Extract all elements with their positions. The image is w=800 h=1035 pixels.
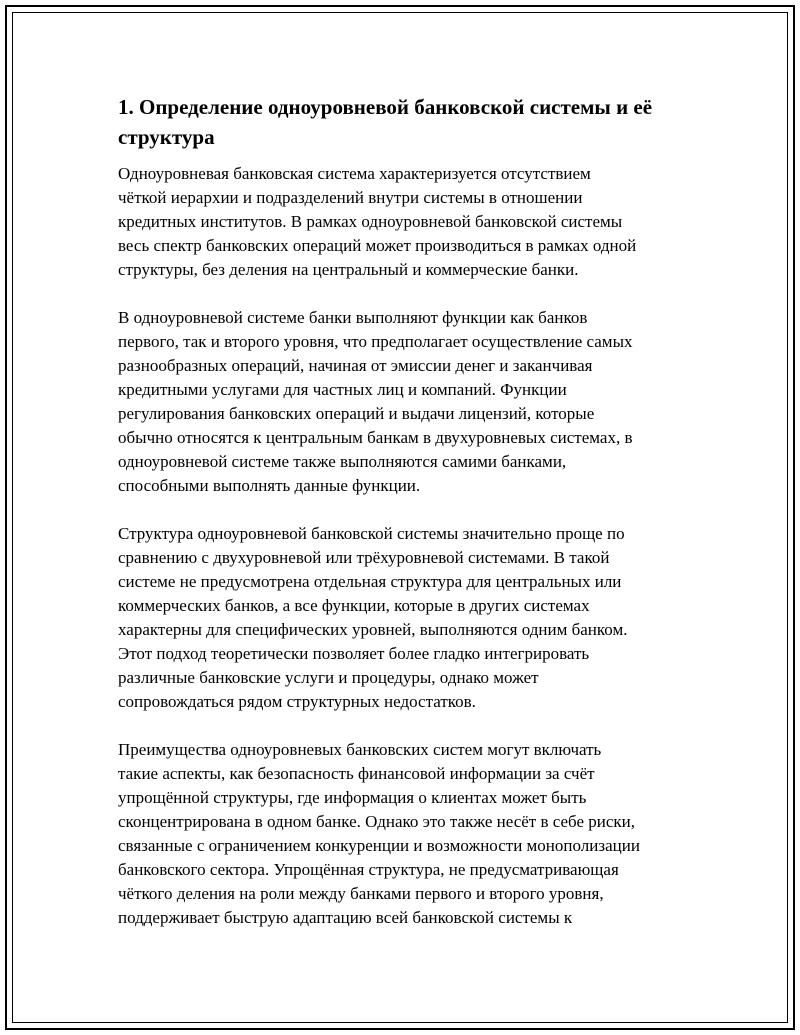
- text-line: банковского сектора. Упрощённая структура, не предусматривающая: [118, 860, 619, 879]
- text-line: чёткого деления на роли между банками первого и второго уровня,: [118, 884, 604, 903]
- text-line: чёткой иерархии и подразделений внутри системы в отношении: [118, 188, 583, 207]
- text-line: такие аспекты, как безопасность финансовой информации за счёт: [118, 764, 595, 783]
- document-body: [118, 92, 698, 954]
- paragraph-3: [118, 522, 698, 714]
- text-line: кредитными услугами для частных лиц и компаний. Функции: [118, 380, 567, 399]
- section-heading: [118, 92, 698, 152]
- text-line: сопровождаться рядом структурных недостатков.: [118, 692, 476, 711]
- text-line: Структура одноуровневой банковской системы значительно проще по: [118, 524, 625, 543]
- text-line: различные банковские услуги и процедуры, однако может: [118, 668, 539, 687]
- text-line: разнообразных операций, начиная от эмиссии денег и заканчивая: [118, 356, 593, 375]
- text-line: одноуровневой системе также выполняются самими банками,: [118, 452, 567, 471]
- text-line: способными выполнять данные функции.: [118, 476, 421, 495]
- heading-line: структура: [118, 125, 215, 149]
- text-line: коммерческих банков, а все функции, которые в других системах: [118, 596, 590, 615]
- text-line: Преимущества одноуровневых банковских систем могут включать: [118, 740, 602, 759]
- paragraph-2: [118, 306, 698, 498]
- text-line: Этот подход теоретически позволяет более гладко интегрировать: [118, 644, 590, 663]
- text-line: первого, так и второго уровня, что предполагает осуществление самых: [118, 332, 633, 351]
- text-line: обычно относятся к центральным банкам в двухуровневых системах, в: [118, 428, 633, 447]
- text-line: весь спектр банковских операций может производиться в рамках одной: [118, 236, 637, 255]
- text-line: сравнению с двухуровневой или трёхуровневой системами. В такой: [118, 548, 610, 567]
- text-line: Одноуровневая банковская система характеризуется отсутствием: [118, 164, 591, 183]
- text-line: кредитных институтов. В рамках одноуровневой банковской системы: [118, 212, 623, 231]
- text-line: структуры, без деления на центральный и коммерческие банки.: [118, 260, 579, 279]
- text-line: связанные с ограничением конкуренции и возможности монополизации: [118, 836, 640, 855]
- paragraph-4: [118, 738, 698, 930]
- text-line: упрощённой структуры, где информация о клиентах может быть: [118, 788, 587, 807]
- text-line: В одноуровневой системе банки выполняют функции как банков: [118, 308, 588, 327]
- text-line: поддерживает быструю адаптацию всей банковской системы к: [118, 908, 573, 927]
- text-line: сконцентрирована в одном банке. Однако это также несёт в себе риски,: [118, 812, 636, 831]
- text-line: характерны для специфических уровней, выполняются одним банком.: [118, 620, 628, 639]
- paragraph-1: [118, 162, 698, 282]
- text-line: системе не предусмотрена отдельная структура для центральных или: [118, 572, 622, 591]
- heading-line: 1. Определение одноуровневой банковской системы и её: [118, 95, 653, 119]
- text-line: регулирования банковских операций и выдачи лицензий, которые: [118, 404, 595, 423]
